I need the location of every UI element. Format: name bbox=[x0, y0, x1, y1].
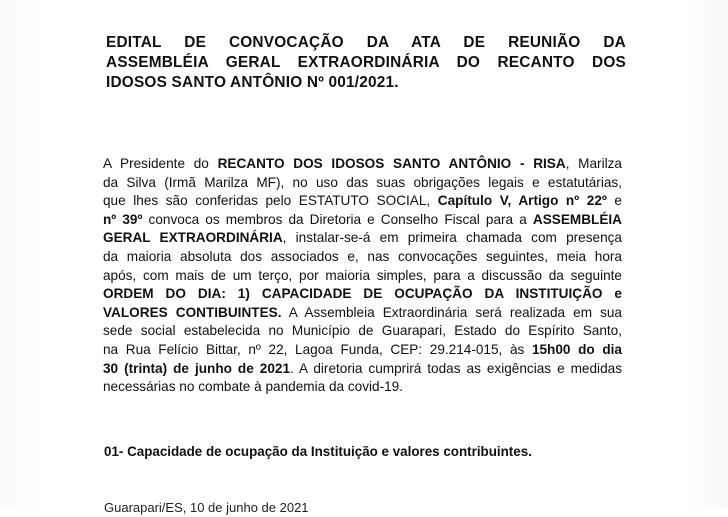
institution-name: RECANTO DOS IDOSOS SANTO ANTÔNIO - RISA bbox=[217, 156, 566, 171]
convocation-paragraph bbox=[103, 155, 622, 397]
paragraph-line-4 bbox=[103, 211, 622, 230]
document-title bbox=[106, 33, 626, 93]
statute-article: nº 39º bbox=[103, 211, 143, 227]
text-run: , instalar-se-á em primeira chamada com presença bbox=[282, 230, 622, 246]
meeting-date: 30 (trinta) de junho de 2021 bbox=[103, 360, 291, 376]
text-run: que lhes são conferidas pelo ESTATUTO SOCIAL, bbox=[103, 193, 438, 209]
paragraph-line-6: da maioria absoluta dos associados e, nas convocações seguintes, meia hora bbox=[103, 248, 622, 264]
agenda-item-1: 01- Capacidade de ocupação da Instituição e valores contribuintes. bbox=[104, 444, 532, 459]
paragraph-line-2: da Silva (Irmã Marilza MF), no uso das suas obrigações legais e estatutárias, bbox=[103, 174, 622, 190]
assembly-name: GERAL EXTRAORDINÁRIA bbox=[103, 230, 283, 246]
text-run: A Assembleia Extraordinária será realizada em sua bbox=[281, 304, 622, 320]
assembly-name: ASSEMBLÉIA bbox=[532, 211, 622, 227]
paragraph-line-10: sede social estabelecida no Município de Guarapari, Estado do Espírito Santo, bbox=[103, 323, 622, 339]
paragraph-line-5 bbox=[103, 229, 622, 248]
title-line-3: IDOSOS SANTO ANTÔNIO Nº 001/2021. bbox=[106, 74, 399, 91]
text-run: na Rua Felício Bittar, nº 22, Lagoa Funda, CEP: 29.214-015, às bbox=[103, 341, 532, 357]
agenda-heading: VALORES CONTIBUINTES. bbox=[103, 304, 282, 320]
paragraph-line-1 bbox=[103, 155, 622, 174]
agenda-heading: ORDEM DO DIA: 1) CAPACIDADE DE OCUPAÇÃO DA INSTITUIÇÃO e bbox=[103, 286, 622, 302]
title-line-1: EDITAL DE CONVOCAÇÃO DA ATA DE REUNIÃO DA bbox=[106, 34, 626, 51]
paragraph-line-3 bbox=[103, 192, 622, 211]
text-run: . A diretoria cumprirá todas as exigências e medidas bbox=[290, 360, 622, 376]
text-run: convoca os membros da Diretoria e Conselho Fiscal para a bbox=[142, 211, 533, 227]
place-date-line: Guarapari/ES, 10 de junho de 2021 bbox=[104, 500, 309, 515]
paragraph-line-13: necessárias no combate à pandemia da covid-19. bbox=[103, 379, 403, 395]
paragraph-line-9 bbox=[103, 304, 622, 323]
statute-reference: Capítulo V, Artigo nº 22º bbox=[437, 193, 607, 209]
paragraph-line-8 bbox=[103, 285, 622, 304]
text-run: A Presidente do bbox=[103, 156, 218, 171]
paragraph-line-12 bbox=[103, 360, 622, 379]
paragraph-line-7: após, com mais de um terço, por maioria simples, para a discussão da seguinte bbox=[103, 267, 622, 283]
text-run: , Marilza bbox=[565, 156, 622, 171]
title-line-2: ASSEMBLÉIA GERAL EXTRAORDINÁRIA DO RECANTO DOS bbox=[106, 54, 626, 71]
paragraph-line-11 bbox=[103, 341, 622, 360]
meeting-time: 15h00 do dia bbox=[531, 341, 622, 357]
text-run: e bbox=[606, 193, 622, 209]
